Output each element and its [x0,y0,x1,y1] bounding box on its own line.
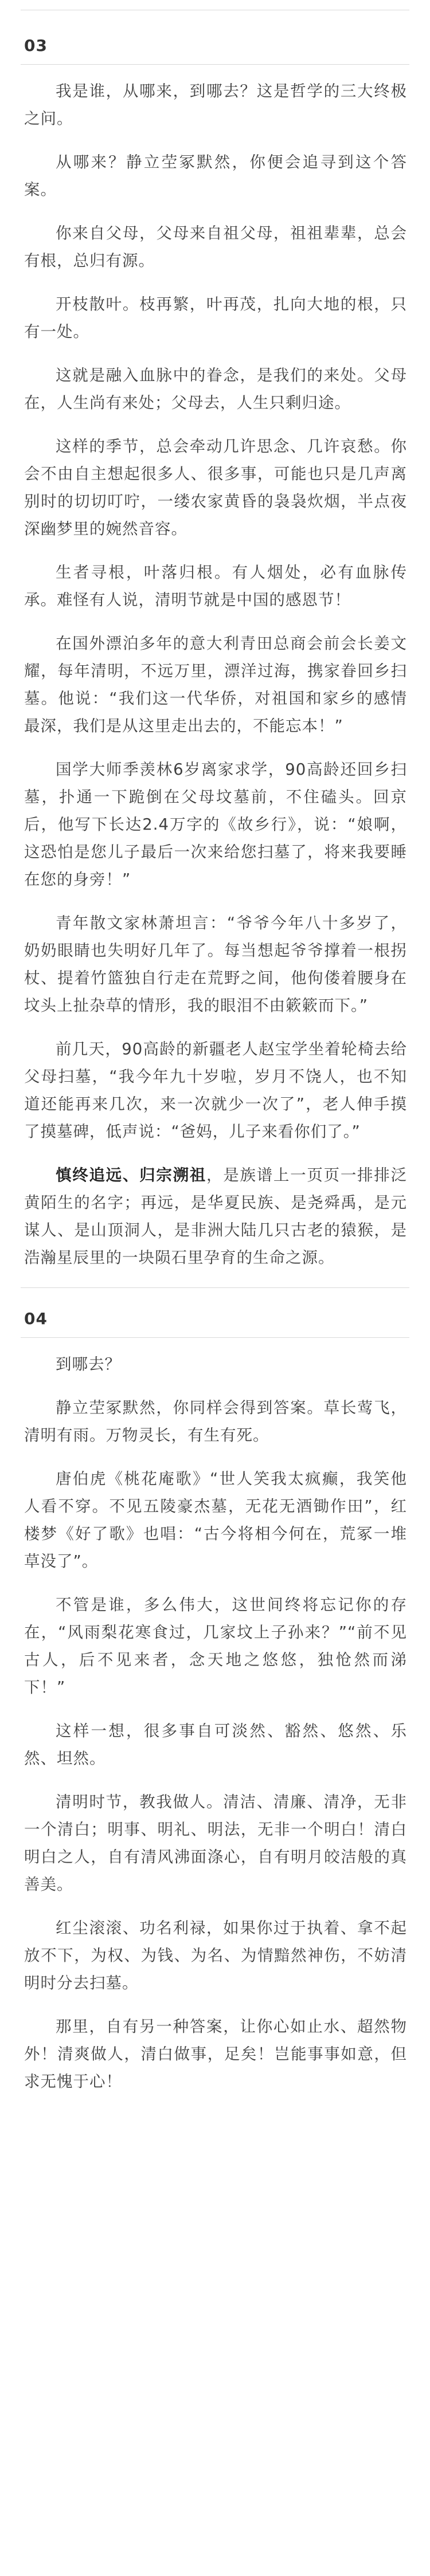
paragraph: 前几天，90高龄的新疆老人赵宝学坐着轮椅去给父母扫墓，“我今年九十岁啦，岁月不饶人，也不知道还能再来几次，来一次就少一次了”，老人伸手摸了摸墓碑，低声说：“爸妈，儿子来看你们了。” [24,1040,407,1141]
paragraph: 从哪来？静立茔冢默然，你便会追寻到这个答案。 [24,153,407,199]
paragraph: 红尘滚滚、功名利禄，如果你过于执着、拿不起放不下，为权、为钱、为名、为情黯然神伤，不妨清明时分去扫墓。 [24,1919,407,1992]
paragraph: 那里，自有另一种答案，让你心如止水、超然物外！清爽做人，清白做事，足矣！岂能事事如意，但求无愧于心！ [24,2017,407,2091]
paragraph: 唐伯虎《桃花庵歌》“世人笑我太疯癫，我笑他人看不穿。不见五陵豪杰墓，无花无酒锄作田”，红楼梦《好了歌》也唱：“古今将相今何在，荒冢一堆草没了”。 [24,1470,407,1570]
paragraph: 你来自父母，父母来自祖父母，祖祖辈辈，总会有根，总归有源。 [24,224,407,270]
paragraph: 这就是融入血脉中的眷念，是我们的来处。父母在，人生尚有来处；父母去，人生只剩归途。 [24,366,407,412]
paragraph: 在国外漂泊多年的意大利青田总商会前会长姜文耀，每年清明，不远万里，漂洋过海，携家眷回乡扫墓。他说：“我们这一代华侨，对祖国和家乡的感情最深，我们是从这里走出去的，不能忘本！” [24,634,407,735]
paragraph: 这样一想，很多事自可淡然、豁然、悠然、乐然、坦然。 [24,1722,407,1768]
paragraph: 青年散文家林萧坦言：“爷爷今年八十多岁了，奶奶眼睛也失明好几年了。每当想起爷爷撑着一根拐杖、提着竹篮独自行走在荒野之间，他佝偻着腰身在坟头上扯杂草的情形，我的眼泪不由簌簌而下。” [24,914,407,1015]
paragraph: 不管是谁，多么伟大，这世间终将忘记你的存在，“风雨梨花寒食过，几家坟上子孙来？”“前不见古人，后不见来者，念天地之悠悠，独怆然而涕下！” [24,1596,407,1697]
section-04 [21,1307,409,2095]
section-number: 04 [24,1309,48,1328]
paragraph: 开枝散叶。枝再繁，叶再茂，扎向大地的根，只有一处。 [24,295,407,341]
paragraph-text: ，是族谱上一页页一排排泛黄陌生的名字；再远，是华夏民族、是尧舜禹，是元谋人、是山顶洞人，是非洲大陆几只古老的猿猴，是浩瀚星辰里的一块陨石里孕育的生命之源。 [24,1166,408,1267]
paragraph: 国学大师季羡林6岁离家求学，90高龄还回乡扫墓，扑通一下跪倒在父母坟墓前，不住磕头。回京后，他写下长达2.4万字的《故乡行》，说：“娘啊，这恐怕是您儿子最后一次来给您扫墓了，将来我要睡在您的身旁！” [24,760,407,889]
section-number: 03 [24,36,48,55]
paragraph: 清明时节，教我做人。清洁、清廉、清净，无非一个清白；明事、明礼、明法，无非一个明白！清白明白之人，自有清风沸面涤心，自有明月皎洁般的真善美。 [24,1793,407,1894]
paragraph: 静立茔冢默然，你同样会得到答案。草长莺飞，清明有雨。万物灵长，有生有死。 [24,1399,407,1444]
section-03 [21,34,409,1271]
emphasis-text: 慎终追远、归宗溯祖 [56,1166,207,1184]
paragraph: 我是谁，从哪来，到哪去？这是哲学的三大终极之问。 [24,82,407,128]
paragraph: 到哪去？ [56,1355,121,1373]
section-divider [21,1337,409,1338]
paragraph: 这样的季节，总会牵动几许思念、几许哀愁。你会不由自主想起很多人、很多事，可能也只是几声离别时的切切叮咛，一缕农家黄昏的袅袅炊烟，半点夜深幽梦里的婉然音容。 [24,437,407,538]
section-divider [21,64,409,65]
section-divider [21,1287,409,1288]
paragraph: 生者寻根，叶落归根。有人烟处，必有血脉传承。难怪有人说，清明节就是中国的感恩节！ [24,563,407,609]
paragraph-emphasis [24,1161,407,1271]
